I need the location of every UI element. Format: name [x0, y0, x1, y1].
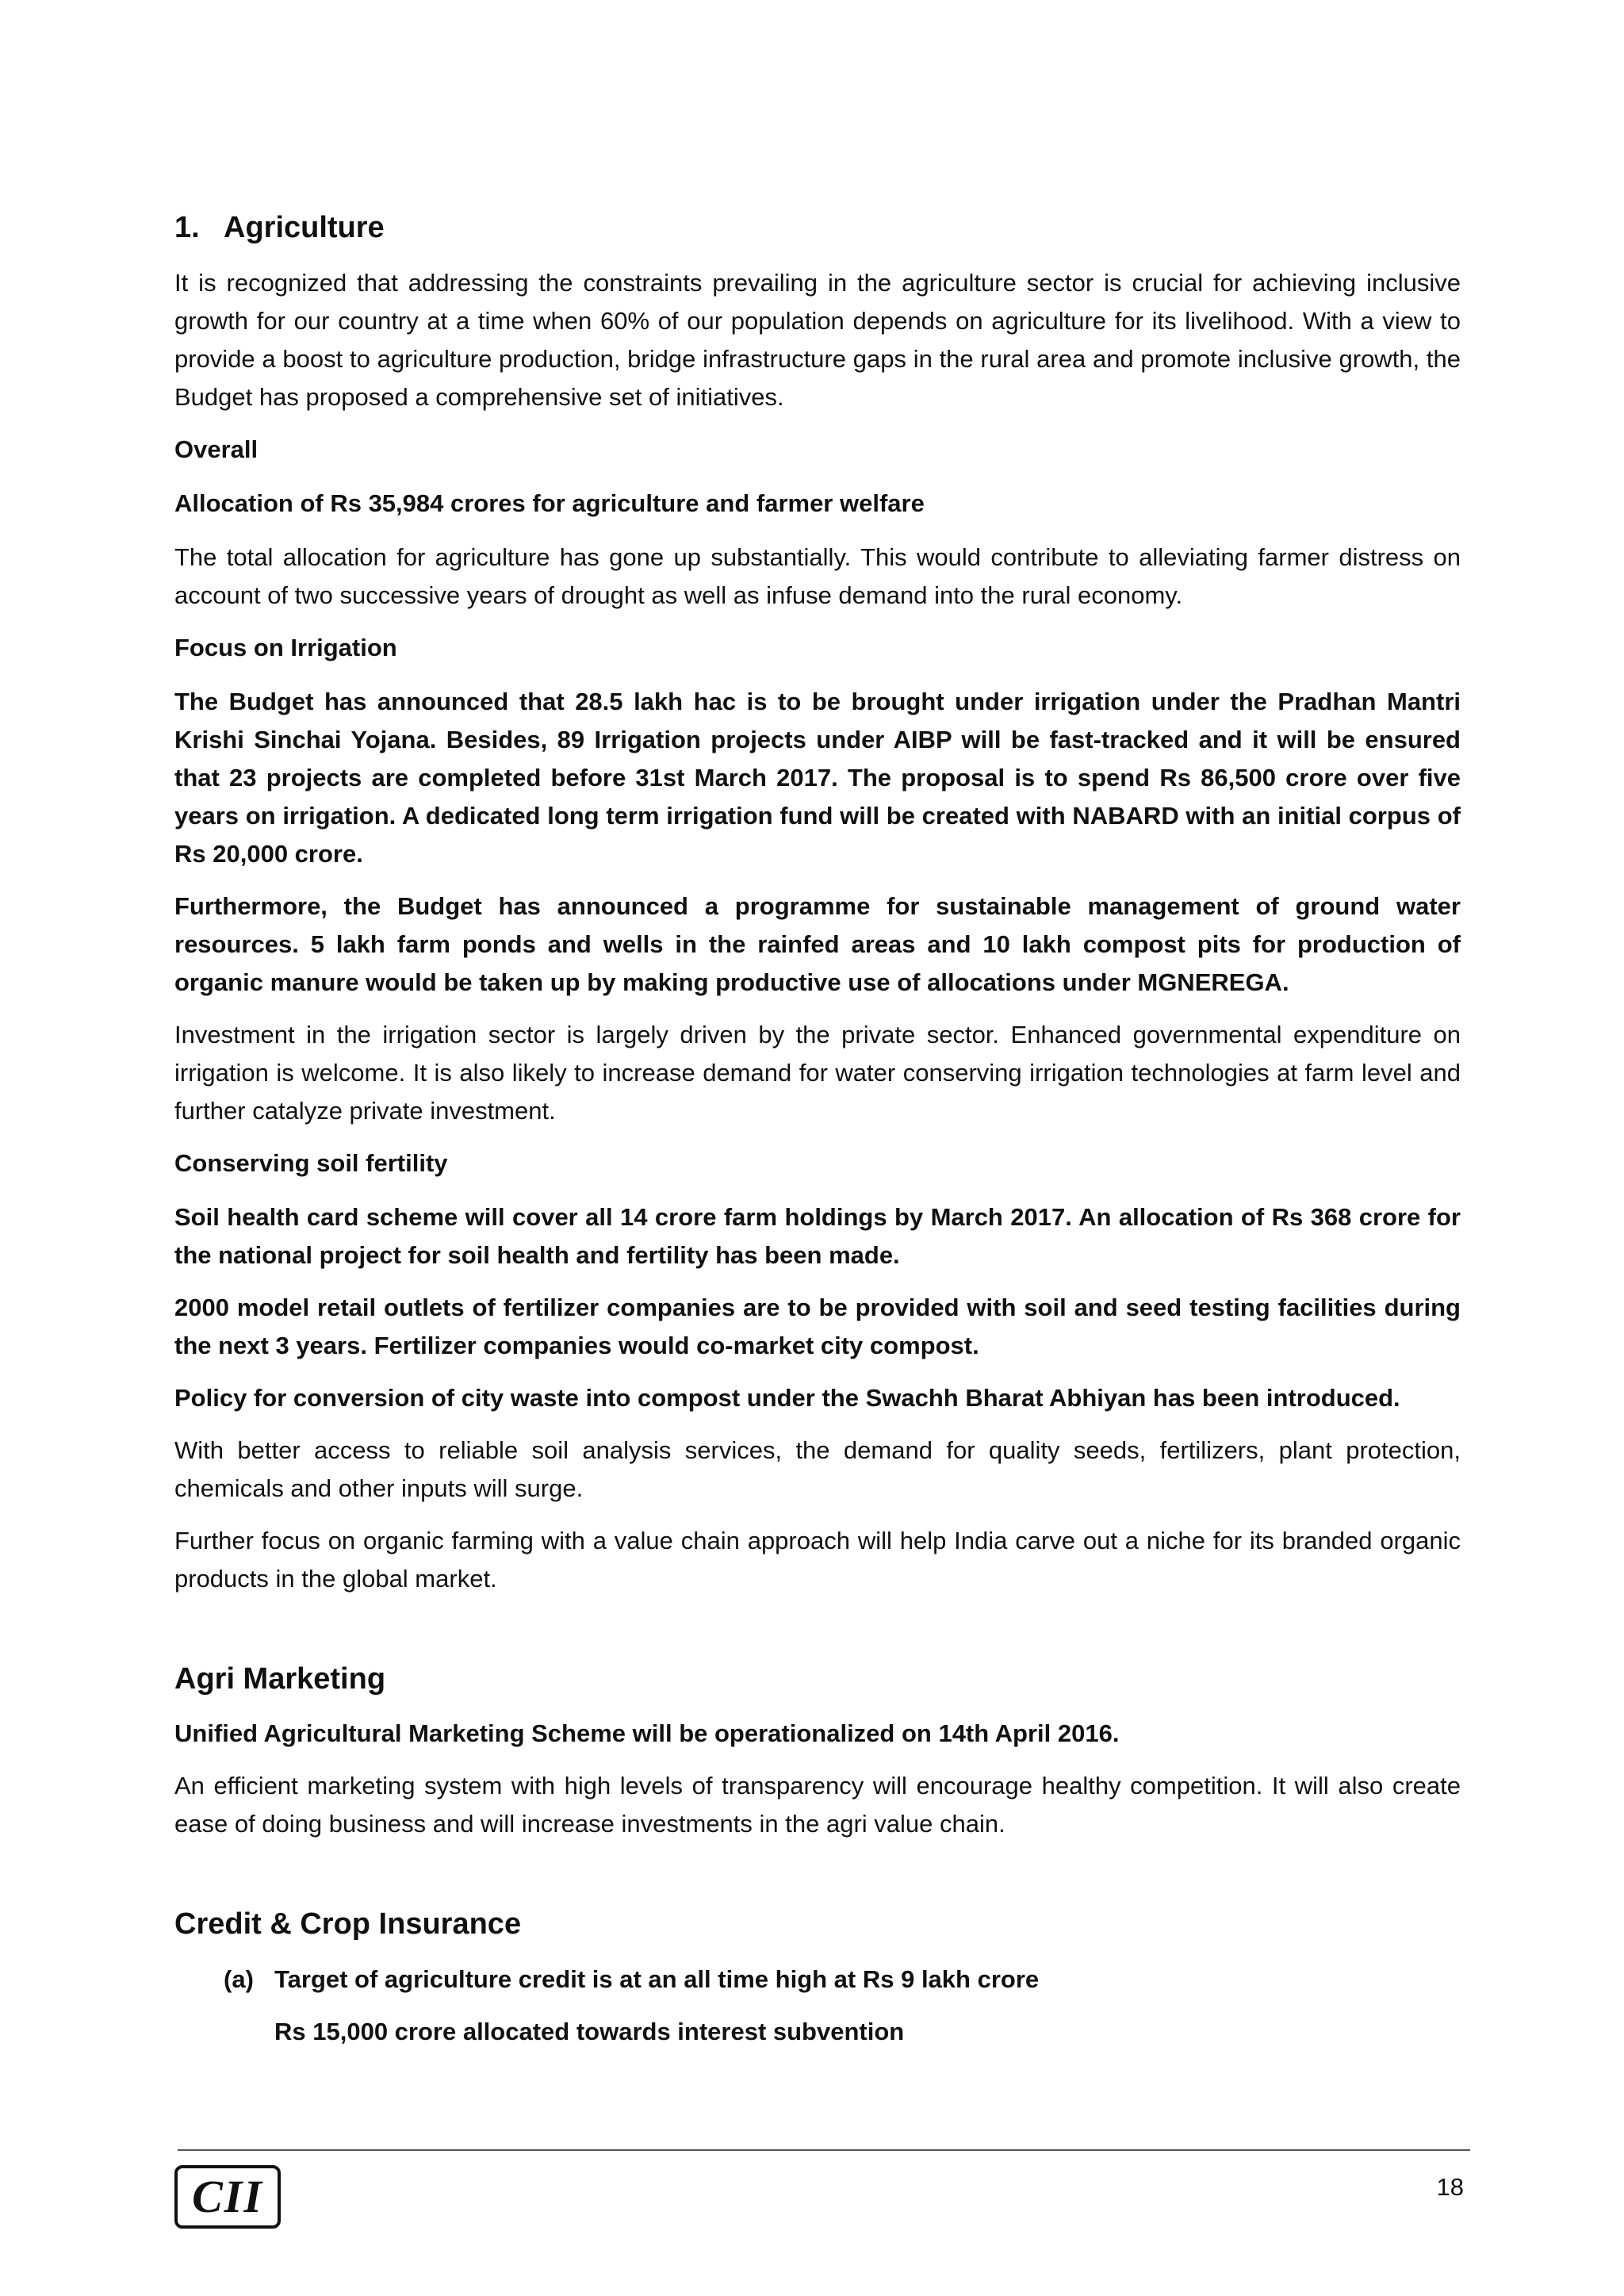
- agri-marketing-heading: Agri Marketing: [174, 1662, 386, 1696]
- allocation-heading: Allocation of Rs 35,984 crores for agriculture and farmer welfare: [174, 489, 925, 517]
- irrigation-bold-paragraph-1: The Budget has announced that 28.5 lakh hac is to be brought under irrigation under the Pradhan Mantri Krishi Sinchai Yojana. Besides, 89 Irrigation projects under AIBP will be fast-tracked and it will be ensured that 23 projects are completed before 31st March 2017. The proposal is to spend Rs 86,500 crore over five years on irrigation. A dedicated long term irrigation fund will be created with NABARD with an initial corpus of Rs 20,000 crore.: [174, 687, 1461, 868]
- soil-bold-paragraph-1: Soil health card scheme will cover all 14 crore farm holdings by March 2017. An allocation of Rs 368 crore for the national project for soil health and fertility has been made.: [174, 1202, 1461, 1269]
- logo-text: CII: [192, 2171, 263, 2222]
- section-heading: [174, 210, 1461, 247]
- irrigation-bold-paragraph-2: Furthermore, the Budget has announced a programme for sustainable management of ground water resources. 5 lakh farm ponds and wells in the rainfed areas and 10 lakh compost pits for production of organic manure would be taken up by making productive use of allocations under MGNEREGA.: [174, 891, 1461, 996]
- credit-list-item: [174, 1961, 1461, 1999]
- section-number: 1.: [174, 211, 200, 244]
- credit-heading: Credit & Crop Insurance: [174, 1907, 522, 1941]
- section-title: Agriculture: [224, 211, 385, 244]
- list-item-text: Target of agriculture credit is at an all time high at Rs 9 lakh crore: [274, 1964, 1040, 1993]
- soil-bold-paragraph-2: 2000 model retail outlets of fertilizer companies are to be provided with soil and seed testing facilities during the next 3 years. Fertilizer companies would co-market city compost.: [174, 1293, 1461, 1359]
- spacer: [174, 1857, 1461, 1907]
- list-item-letter: (a): [224, 1964, 254, 1993]
- irrigation-label: Focus on Irrigation: [174, 633, 397, 661]
- soil-bold-paragraph-3: Policy for conversion of city waste into compost under the Swachh Bharat Abhiyan has been introduced.: [174, 1383, 1400, 1412]
- allocation-paragraph: The total allocation for agriculture has gone up substantially. This would contribute to alleviating farmer distress on account of two successive years of drought as well as infuse demand into the rural economy.: [174, 542, 1461, 609]
- page-number: 18: [1436, 2173, 1464, 2201]
- irrigation-paragraph: Investment in the irrigation sector is largely driven by the private sector. Enhanced governmental expenditure on irrigation is welcome. It is also likely to increase demand for water conserving irrigation technologies at farm level and further catalyze private investment.: [174, 1020, 1461, 1125]
- spacer: [174, 1612, 1461, 1662]
- footer-divider: [178, 2149, 1470, 2151]
- soil-paragraph-1: With better access to reliable soil analysis services, the demand for quality seeds, fertilizers, plant protection, chemicals and other inputs will surge.: [174, 1435, 1461, 1502]
- intro-paragraph: It is recognized that addressing the constraints prevailing in the agriculture sector is crucial for achieving inclusive growth for our country at a time when 60% of our population depends on agriculture for its livelihood. With a view to provide a boost to agriculture production, bridge infrastructure gaps in the rural area and promote inclusive growth, the Budget has proposed a comprehensive set of initiatives.: [174, 268, 1461, 411]
- credit-list-subitem: Rs 15,000 crore allocated towards interest subvention: [274, 2017, 905, 2045]
- soil-label: Conserving soil fertility: [174, 1148, 448, 1177]
- overall-label: Overall: [174, 435, 259, 463]
- soil-paragraph-2: Further focus on organic farming with a value chain approach will help India carve out a niche for its branded organic products in the global market.: [174, 1526, 1461, 1593]
- cii-logo: [174, 2165, 281, 2229]
- agri-marketing-paragraph: An efficient marketing system with high levels of transparency will encourage healthy competition. It will also create ease of doing business and will increase investments in the agri value chain.: [174, 1772, 1461, 1838]
- page-content: [174, 210, 1461, 2051]
- agri-marketing-bold-paragraph: Unified Agricultural Marketing Scheme will be operationalized on 14th April 2016.: [174, 1719, 1120, 1748]
